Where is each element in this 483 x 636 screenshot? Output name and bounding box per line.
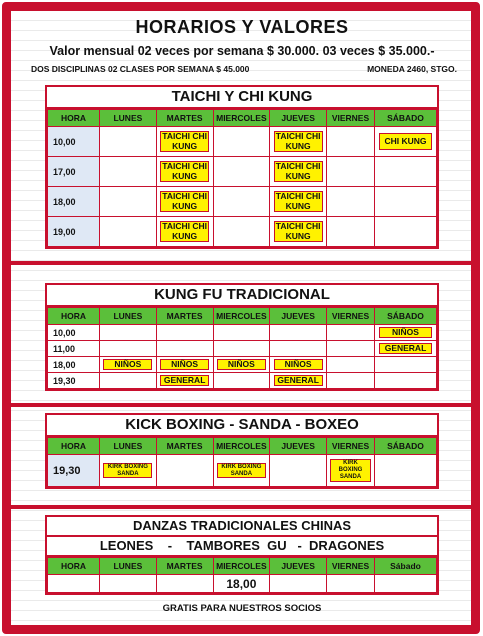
kickboxing-header-row xyxy=(48,438,437,455)
class-cell xyxy=(156,187,213,217)
kungfu-title: KUNG FU TRADICIONAL xyxy=(47,285,437,307)
class-badge: CHI KUNG xyxy=(379,133,433,151)
class-cell xyxy=(156,157,213,187)
empty-cell xyxy=(327,357,375,373)
hora-cell: 18,00 xyxy=(48,187,100,217)
empty-cell xyxy=(327,157,375,187)
empty-cell xyxy=(375,575,437,593)
col-miercoles: MIERCOLES xyxy=(213,558,270,575)
section-divider xyxy=(11,403,471,407)
col-sabado: SÁBADO xyxy=(375,308,437,325)
empty-cell xyxy=(375,373,437,389)
empty-cell xyxy=(375,217,437,247)
col-jueves: JUEVES xyxy=(270,558,327,575)
empty-cell xyxy=(327,217,375,247)
hora-cell: 10,00 xyxy=(48,127,100,157)
table-row xyxy=(48,127,437,157)
class-cell xyxy=(100,357,157,373)
empty-cell xyxy=(100,157,157,187)
hora-cell: 19,00 xyxy=(48,217,100,247)
kungfu-table xyxy=(47,307,437,389)
empty-cell xyxy=(327,325,375,341)
col-hora: HORA xyxy=(48,438,100,455)
col-martes: MARTES xyxy=(156,308,213,325)
col-jueves: JUEVES xyxy=(270,438,327,455)
class-badge: TAICHI CHI KUNG xyxy=(274,161,323,183)
class-badge: NIÑOS xyxy=(160,359,209,371)
empty-cell xyxy=(100,341,157,357)
class-badge: TAICHI CHI KUNG xyxy=(160,131,209,153)
price-details xyxy=(19,64,465,74)
danzas-table xyxy=(47,557,437,593)
table-row xyxy=(48,157,437,187)
class-badge: KIRK BOXING SANDA xyxy=(330,459,371,482)
empty-cell xyxy=(327,341,375,357)
table-row xyxy=(48,575,437,593)
hora-cell: 11,00 xyxy=(48,341,100,357)
empty-cell xyxy=(213,187,270,217)
kickboxing-block xyxy=(45,413,439,489)
class-badge: GENERAL xyxy=(274,375,323,387)
class-badge: KIRK BOXING SANDA xyxy=(103,463,152,479)
col-miercoles: MIERCOLES xyxy=(213,308,270,325)
taichi-block xyxy=(45,85,439,249)
empty-cell xyxy=(270,341,327,357)
empty-cell xyxy=(213,341,270,357)
col-sabado: Sábado xyxy=(375,558,437,575)
col-viernes: VIERNES xyxy=(327,308,375,325)
empty-cell xyxy=(100,217,157,247)
table-row xyxy=(48,217,437,247)
class-cell xyxy=(270,157,327,187)
class-cell xyxy=(156,127,213,157)
class-badge: TAICHI CHI KUNG xyxy=(274,221,323,243)
footer-note: GRATIS PARA NUESTROS SOCIOS xyxy=(162,603,322,614)
table-row xyxy=(48,455,437,487)
col-sabado: SÁBADO xyxy=(375,438,437,455)
col-jueves: JUEVES xyxy=(270,308,327,325)
empty-cell xyxy=(213,373,270,389)
empty-cell xyxy=(100,127,157,157)
empty-cell xyxy=(375,357,437,373)
table-row xyxy=(48,341,437,357)
col-hora: HORA xyxy=(48,110,100,127)
class-cell xyxy=(270,217,327,247)
hora-cell: 19,30 xyxy=(48,455,100,487)
section-divider xyxy=(11,261,471,265)
empty-cell xyxy=(48,575,100,593)
empty-cell xyxy=(327,187,375,217)
class-badge: NIÑOS xyxy=(379,327,433,339)
col-miercoles: MIERCOLES xyxy=(213,110,270,127)
class-badge: GENERAL xyxy=(379,343,433,355)
empty-cell xyxy=(327,127,375,157)
class-cell xyxy=(270,357,327,373)
col-lunes: LUNES xyxy=(100,558,157,575)
taichi-header-row xyxy=(48,110,437,127)
col-hora: HORA xyxy=(48,308,100,325)
class-cell xyxy=(270,373,327,389)
hora-cell: 18,00 xyxy=(48,357,100,373)
col-lunes: LUNES xyxy=(100,308,157,325)
col-martes: MARTES xyxy=(156,110,213,127)
class-badge: KIRK BOXING SANDA xyxy=(217,463,266,479)
two-disciplines-price: DOS DISCIPLINAS 02 CLASES POR SEMANA $ 45.000 xyxy=(31,64,250,74)
hora-cell: 19,30 xyxy=(48,373,100,389)
class-cell xyxy=(156,373,213,389)
col-viernes: VIERNES xyxy=(327,558,375,575)
empty-cell xyxy=(213,217,270,247)
kickboxing-title: KICK BOXING - SANDA - BOXEO xyxy=(47,415,437,437)
taichi-title: TAICHI Y CHI KUNG xyxy=(47,87,437,109)
class-cell xyxy=(156,357,213,373)
empty-cell xyxy=(375,187,437,217)
table-row xyxy=(48,325,437,341)
table-row xyxy=(48,357,437,373)
class-cell xyxy=(270,127,327,157)
col-martes: MARTES xyxy=(156,438,213,455)
class-badge: NIÑOS xyxy=(103,359,152,371)
empty-cell xyxy=(100,575,157,593)
header xyxy=(19,17,465,74)
page-title: HORARIOS Y VALORES xyxy=(135,17,349,37)
class-cell xyxy=(270,187,327,217)
empty-cell xyxy=(213,325,270,341)
danzas-header-row xyxy=(48,558,437,575)
empty-cell xyxy=(156,325,213,341)
schedule-frame xyxy=(2,2,480,634)
empty-cell xyxy=(156,575,213,593)
class-cell xyxy=(375,325,437,341)
kungfu-header-row xyxy=(48,308,437,325)
class-cell xyxy=(156,217,213,247)
class-cell xyxy=(327,455,375,487)
empty-cell xyxy=(327,373,375,389)
class-badge: TAICHI CHI KUNG xyxy=(274,131,323,153)
col-lunes: LUNES xyxy=(100,438,157,455)
class-cell xyxy=(213,455,270,487)
empty-cell xyxy=(270,455,327,487)
class-badge: TAICHI CHI KUNG xyxy=(160,221,209,243)
empty-cell xyxy=(156,341,213,357)
col-martes: MARTES xyxy=(156,558,213,575)
empty-cell xyxy=(270,575,327,593)
empty-cell xyxy=(100,187,157,217)
col-hora: HORA xyxy=(48,558,100,575)
col-miercoles: MIERCOLES xyxy=(213,438,270,455)
class-badge: TAICHI CHI KUNG xyxy=(160,191,209,213)
monthly-price: Valor mensual 02 veces por semana $ 30.000. 03 veces $ 35.000.- xyxy=(49,44,435,58)
danzas-block xyxy=(45,515,439,595)
class-badge: NIÑOS xyxy=(217,359,266,371)
col-viernes: VIERNES xyxy=(327,438,375,455)
col-lunes: LUNES xyxy=(100,110,157,127)
danzas-subtitle: LEONES - TAMBORES GU - DRAGONES xyxy=(47,537,437,557)
empty-cell xyxy=(213,157,270,187)
hora-cell: 17,00 xyxy=(48,157,100,187)
table-row xyxy=(48,187,437,217)
danzas-title: DANZAS TRADICIONALES CHINAS xyxy=(47,517,437,537)
class-cell xyxy=(100,455,157,487)
class-cell xyxy=(375,127,437,157)
empty-cell xyxy=(270,325,327,341)
col-sabado: SÁBADO xyxy=(375,110,437,127)
empty-cell xyxy=(375,455,437,487)
hora-cell: 18,00 xyxy=(213,575,270,593)
address: MONEDA 2460, STGO. xyxy=(367,64,457,74)
empty-cell xyxy=(213,127,270,157)
empty-cell xyxy=(100,325,157,341)
col-viernes: VIERNES xyxy=(327,110,375,127)
table-row xyxy=(48,373,437,389)
class-badge: TAICHI CHI KUNG xyxy=(160,161,209,183)
kickboxing-table xyxy=(47,437,437,487)
class-cell xyxy=(213,357,270,373)
col-jueves: JUEVES xyxy=(270,110,327,127)
taichi-table xyxy=(47,109,437,247)
class-cell xyxy=(375,341,437,357)
empty-cell xyxy=(375,157,437,187)
hora-cell: 10,00 xyxy=(48,325,100,341)
empty-cell xyxy=(156,455,213,487)
empty-cell xyxy=(100,373,157,389)
class-badge: GENERAL xyxy=(160,375,209,387)
class-badge: TAICHI CHI KUNG xyxy=(274,191,323,213)
empty-cell xyxy=(327,575,375,593)
kungfu-block xyxy=(45,283,439,391)
section-divider xyxy=(11,505,471,509)
class-badge: NIÑOS xyxy=(274,359,323,371)
